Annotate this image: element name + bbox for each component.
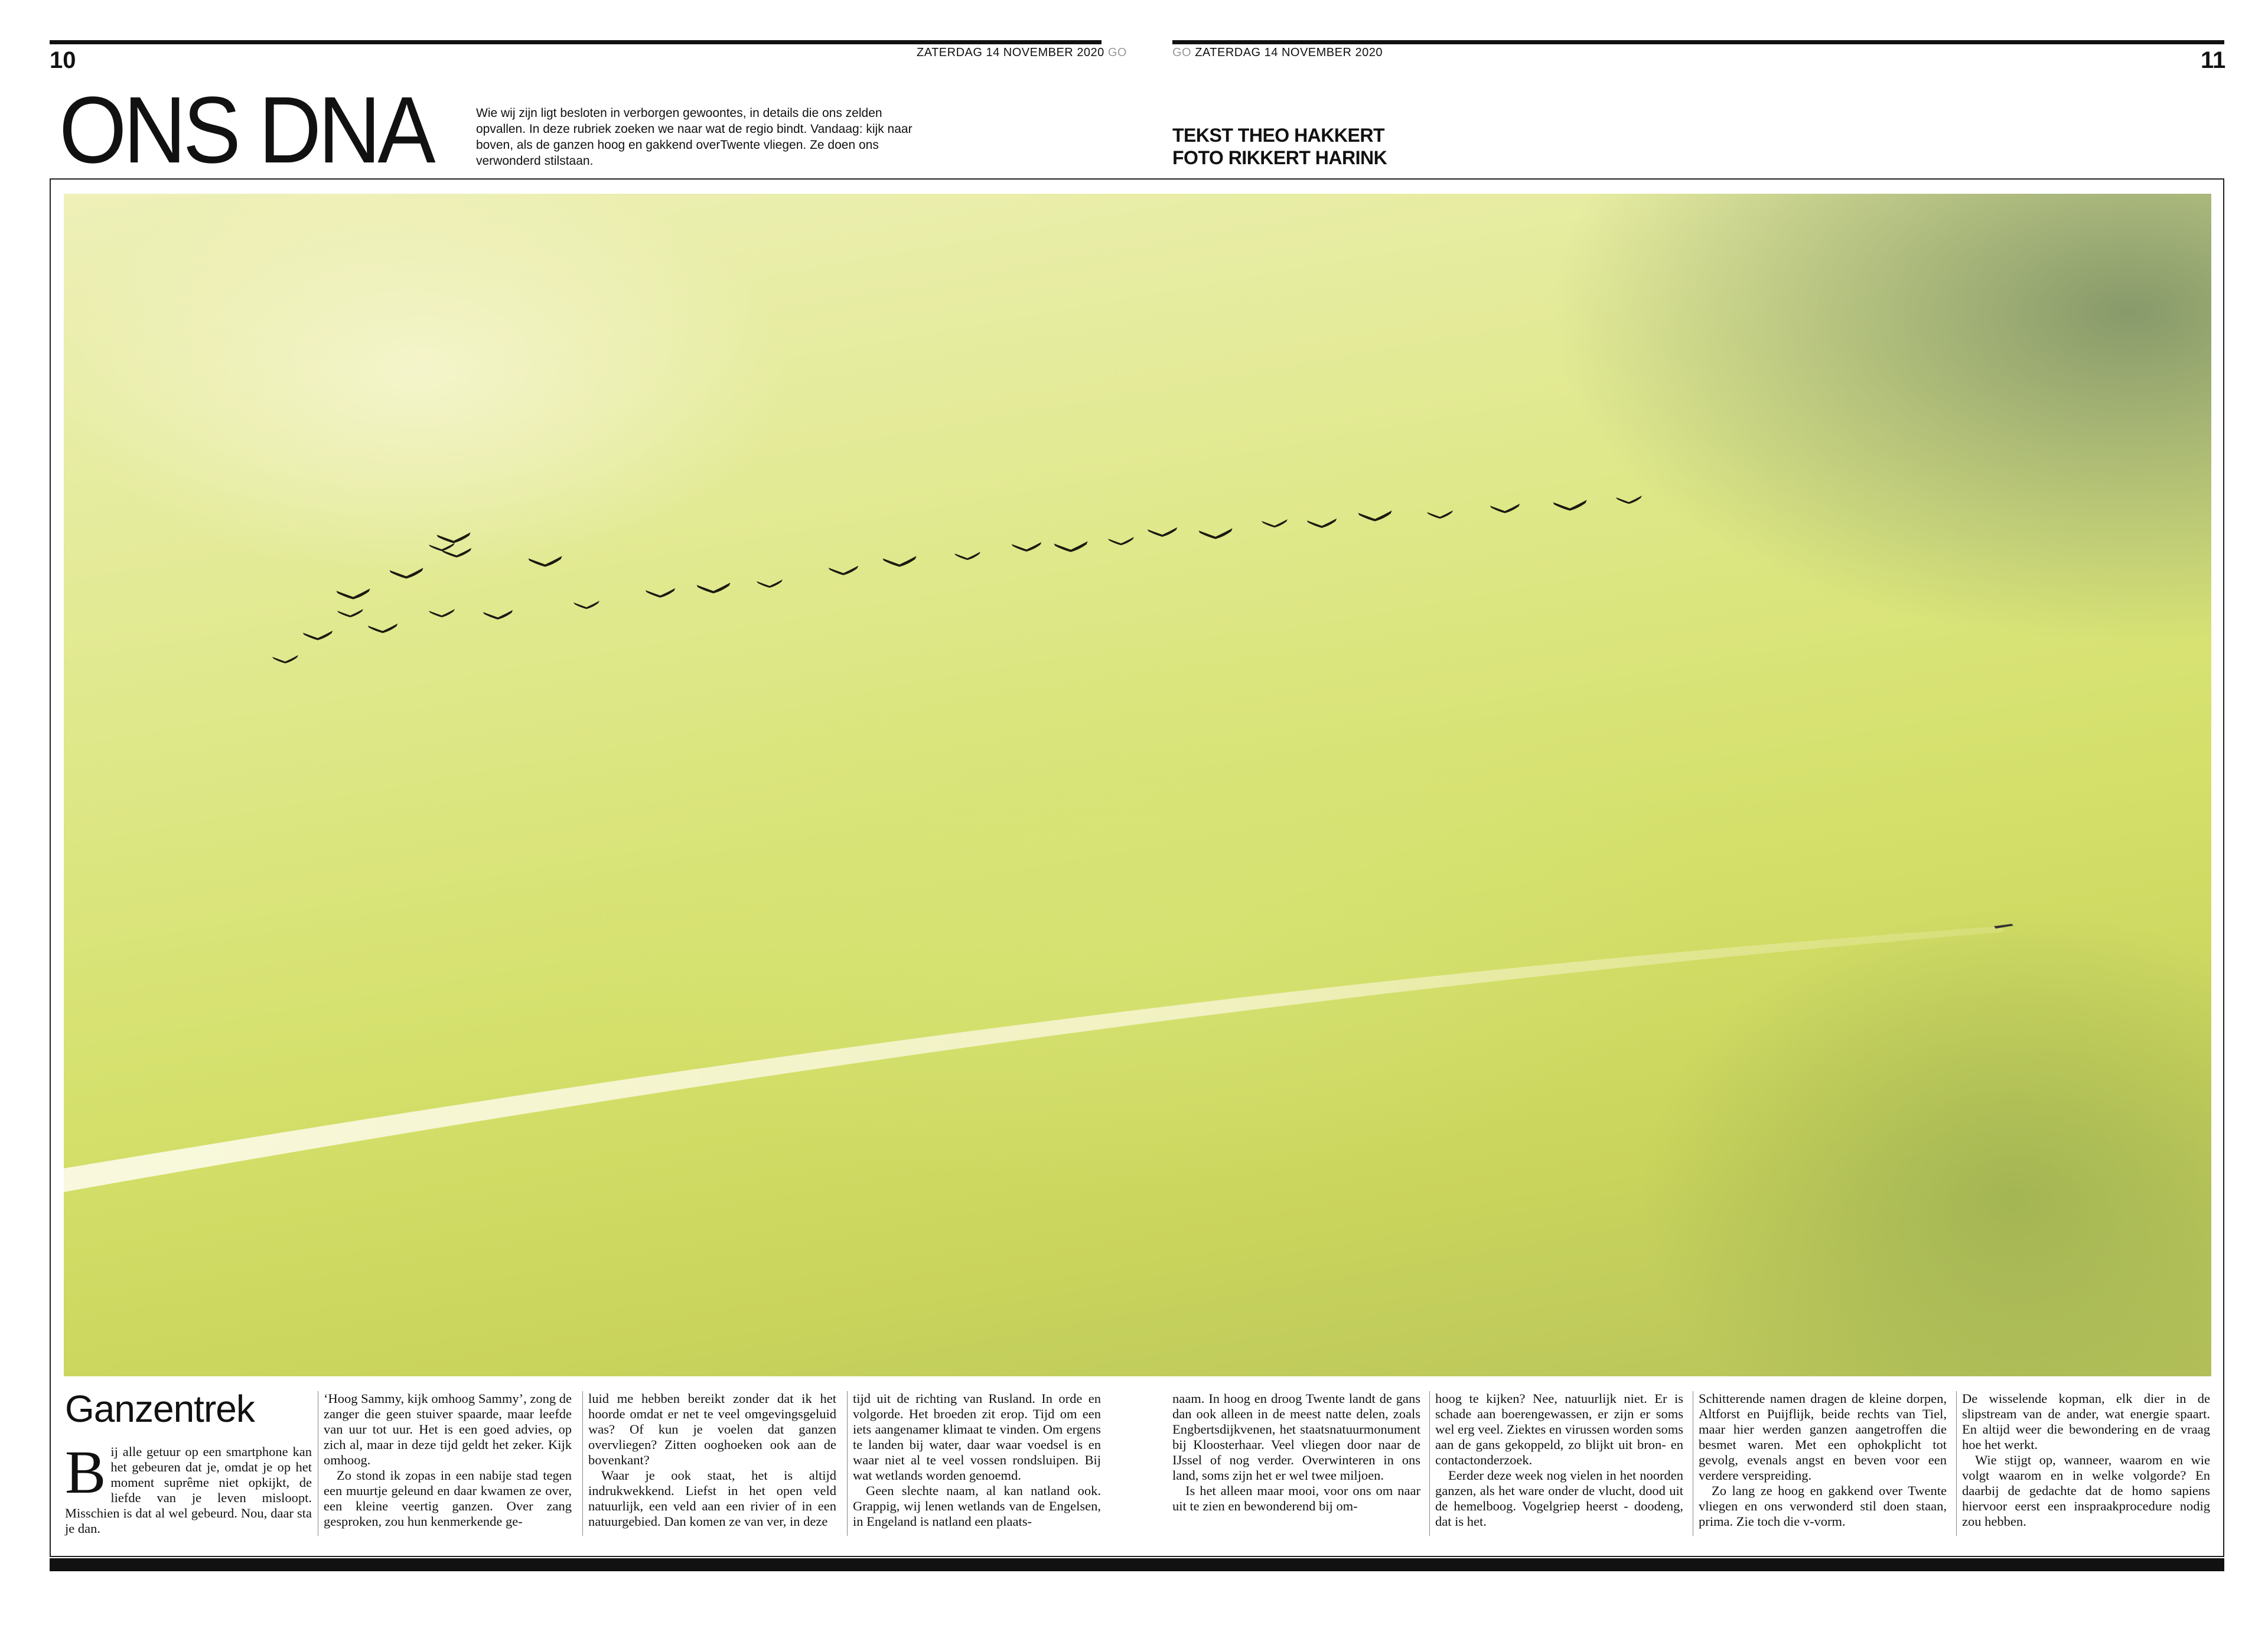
article-column-4: [853, 1391, 1101, 1529]
goose-silhouette: [436, 532, 470, 543]
goose-silhouette: [573, 601, 599, 609]
column-divider: [847, 1391, 848, 1536]
article-column-7: [1699, 1391, 1947, 1529]
article-column-6: [1435, 1391, 1683, 1529]
column-divider: [1956, 1391, 1957, 1536]
paragraph: Is het alleen maar mooi, voor ons om naar uit te zien en bewonderend bij om-: [1172, 1483, 1420, 1513]
goose-silhouette: [368, 624, 398, 633]
geese-photo: [64, 194, 2211, 1376]
paragraph: Zo stond ik zopas in een nabije stad tegen een muurtje geleund en daar kwamen ze over, een kleine veertig ganzen. Over zang gesproken, zou hun kenmerkende ge-: [324, 1468, 572, 1529]
goose-silhouette: [646, 588, 676, 598]
paragraph: naam. In hoog en droog Twente landt de gans dan ook alleen in de meest natte delen, zoals Engbertsdijkvenen, het staatsnatuurmonument bij Kloosterhaar. Veel vliegen door naar de IJssel of nog verder. Overwinteren in ons land, soms zijn het er wel twee miljoen.: [1172, 1391, 1420, 1483]
date-left-text: ZATERDAG 14 NOVEMBER 2020: [917, 46, 1104, 59]
credit-photo: FOTO RIKKERT HARINK: [1172, 147, 1387, 168]
photo-scene: [64, 194, 2211, 1376]
goose-silhouette: [1108, 537, 1134, 545]
paragraph: luid me hebben bereikt zonder dat ik het hoorde omdat er net te veel omgevingsgeluid was? Of kun je voelen dat ganzen overvliegen? Zitten ooghoeken ook aan de bovenkant?: [588, 1391, 836, 1467]
col1-text: ij alle getuur op een smartphone kan het gebeuren dat je, omdat je op het moment suprême niet opkijkt, de liefde van je leven misloopt. Misschien is dat al wel gebeurd. Nou, daar sta je dan.: [65, 1444, 312, 1536]
paragraph: De wisselende kopman, elk dier in de slipstream van de ander, wat energie spaart. En altijd weer die bewondering en de vraag hoe het werkt.: [1962, 1391, 2210, 1452]
goose-silhouette: [1307, 519, 1337, 528]
paragraph: ‘Hoog Sammy, kijk omhoog Sammy’, zong de zanger die geen stuiver spaarde, maar leefde van uur tot uur. Het is een goed advies, op zich al, maar in deze tijd geldt het zeker. Kijk omhoog.: [324, 1391, 572, 1467]
goose-silhouette: [829, 566, 859, 575]
airplane-icon: [1994, 924, 2013, 929]
goose-silhouette: [1012, 542, 1042, 552]
goose-silhouette: [757, 579, 783, 588]
flock: [272, 496, 1642, 663]
goose-silhouette: [429, 543, 455, 551]
article-column-2: [324, 1391, 572, 1529]
goose-silhouette: [483, 610, 513, 620]
article-column-5: [1172, 1391, 1420, 1514]
column-divider: [582, 1391, 583, 1536]
goose-silhouette: [882, 556, 916, 566]
page-number-left: 10: [50, 47, 76, 73]
page-date-left: [917, 46, 1127, 60]
paragraph: Zo lang ze hoog en gakkend over Twente vliegen en ons verwonderd stil doen staan, prima. Zie toch die v-vorm.: [1699, 1483, 1947, 1529]
article-column-3: [588, 1391, 836, 1529]
section-intro: Wie wij zijn ligt besloten in verborgen gewoontes, in details die ons zelden opvallen. In deze rubriek zoeken we naar wat de regio bindt. Vandaag: kijk naar boven, als de ganzen hoog en gakkend overTwente vliegen. Ze doen ons verwonderd stilstaan.: [476, 106, 913, 168]
section-title: ONS DNA: [59, 77, 433, 183]
article-title: Ganzentrek: [65, 1388, 255, 1430]
goose-silhouette: [1616, 496, 1642, 504]
top-rule-left: [50, 40, 1102, 44]
goose-silhouette: [337, 609, 363, 617]
goose-silhouette: [1262, 519, 1288, 527]
credits: [1172, 124, 1387, 169]
goose-silhouette: [272, 655, 298, 663]
top-rule-right: [1172, 40, 2224, 44]
column-divider: [1429, 1391, 1430, 1536]
drop-cap: B: [65, 1438, 106, 1506]
go-logo-left: GO: [1107, 46, 1127, 59]
paragraph: tijd uit de richting van Rusland. In orde en volgorde. Het broeden zit erop. Tijd om een iets aangenamer klimaat te vinden. Om ergens te landen bij water, daar waar voedsel is en waar niet al te veel vossen rondsluipen. Bij wat wetlands worden genoemd.: [853, 1391, 1101, 1483]
article-column-1: [65, 1438, 312, 1536]
goose-silhouette: [303, 631, 333, 640]
bottom-bar: [50, 1558, 2224, 1571]
goose-silhouette: [1490, 504, 1520, 513]
page-date-right: [1172, 46, 1383, 60]
goose-silhouette: [1427, 510, 1453, 519]
paragraph: Schitterende namen dragen de kleine dorpen, Altforst en Puijflijk, beide rechts van Tiel, maar hier werden ganzen aangetroffen die besmet waren. Met een ophokplicht tot gevolg, evenals angst en beven voor een verdere verspreiding.: [1699, 1391, 1947, 1483]
paragraph: Eerder deze week nog vielen in het noorden ganzen, als het ware onder de vlucht, dood uit de hemelboog. Vogelgriep heerst - doodeng, dat is het.: [1435, 1468, 1683, 1529]
goose-silhouette: [1054, 541, 1087, 552]
paragraph: Geen slechte naam, al kan natland ook. Grappig, wij lenen wetlands van de Engelsen, in Engeland is natland een plaats-: [853, 1483, 1101, 1529]
paragraph: Waar je ook staat, het is altijd indrukwekkend. Liefst in het open veld natuurlijk, een veld aan een rivier of in een natuurgebied. Dan komen ze van ver, in deze: [588, 1468, 836, 1529]
goose-silhouette: [1358, 510, 1392, 521]
page-number-right: 11: [2201, 47, 2226, 73]
paragraph: hoog te kijken? Nee, natuurlijk niet. Er is schade aan boerengewassen, er zijn er soms wel erg veel. Ziektes en virussen worden soms aan de gans gekoppeld, zo blijkt uit bron- en contactonderzoek.: [1435, 1391, 1683, 1467]
contrail: [64, 926, 2004, 1192]
goose-silhouette: [389, 568, 423, 578]
goose-silhouette: [336, 588, 370, 599]
goose-silhouette: [1198, 528, 1232, 539]
goose-silhouette: [429, 609, 455, 617]
credit-text: TEKST THEO HAKKERT: [1172, 125, 1384, 146]
goose-silhouette: [696, 582, 730, 593]
paragraph: Wie stijgt op, wanneer, waarom en wie volgt waarom en in welke volgorde? En daarbij de gedachte dat de homo sapiens hiervoor eerst een inspraakprocedure nodig zou hebben.: [1962, 1453, 2210, 1529]
goose-silhouette: [1553, 500, 1586, 510]
goose-silhouette: [1148, 527, 1178, 537]
go-logo-right: GO: [1172, 46, 1192, 59]
date-right-text: ZATERDAG 14 NOVEMBER 2020: [1195, 46, 1383, 59]
goose-silhouette: [528, 556, 562, 566]
article-column-8: [1962, 1391, 2210, 1529]
goose-silhouette: [954, 552, 980, 560]
